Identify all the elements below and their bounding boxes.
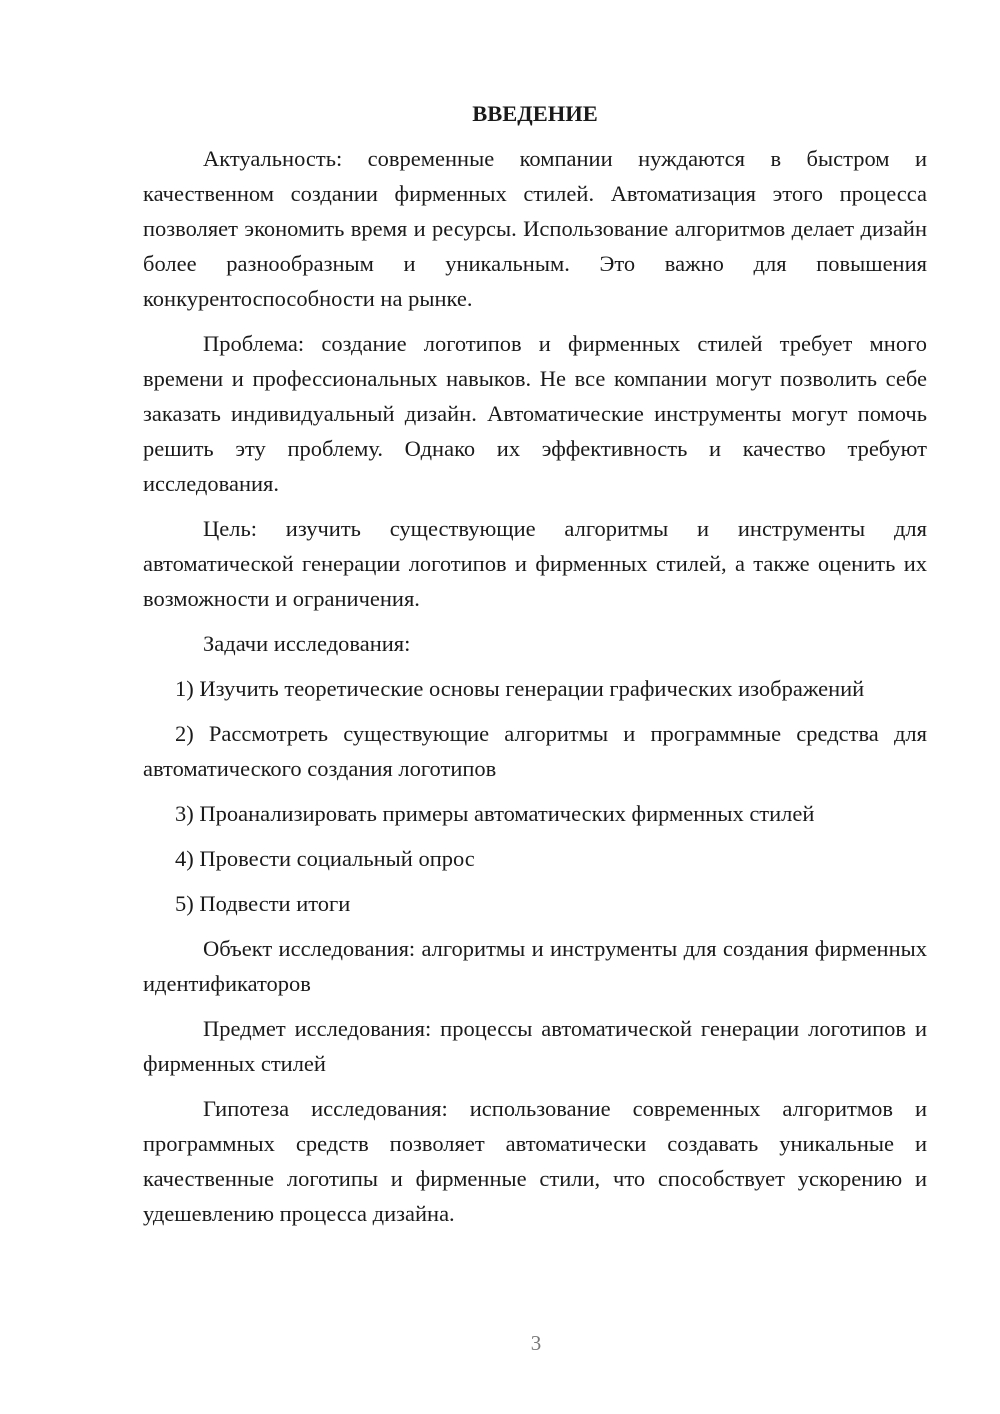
- task-item-5: 5) Подвести итоги: [175, 891, 351, 916]
- document-page: [143, 96, 927, 1241]
- task-item-4: 4) Провести социальный опрос: [175, 846, 475, 871]
- paragraph-object: Объект исследования: алгоритмы и инструменты для создания фирменных идентификаторов: [143, 936, 927, 996]
- task-item-2: 2) Рассмотреть существующие алгоритмы и программные средства для автоматического создания логотипов: [143, 721, 927, 781]
- paragraph-subject: Предмет исследования: процессы автоматической генерации логотипов и фирменных стилей: [143, 1016, 927, 1076]
- paragraph-relevance: Актуальность: современные компании нуждаются в быстром и качественном создании фирменных стилей. Автоматизация этого процесса позволяет экономить время и ресурсы. Использование алгоритмов делает дизайн более разнообразным и уникальным. Это важно для повышения конкурентоспособности на рынке.: [143, 146, 927, 311]
- paragraph-hypothesis: Гипотеза исследования: использование современных алгоритмов и программных средств позволяет автоматически создавать уникальные и качественные логотипы и фирменные стили, что способствует ускорению и удешевлению процесса дизайна.: [143, 1096, 927, 1226]
- paragraph-goal: Цель: изучить существующие алгоритмы и инструменты для автоматической генерации логотипов и фирменных стилей, а также оценить их возможности и ограничения.: [143, 516, 927, 611]
- task-item-1: 1) Изучить теоретические основы генерации графических изображений: [175, 676, 865, 701]
- section-title: ВВЕДЕНИЕ: [472, 101, 598, 126]
- paragraph-problem: Проблема: создание логотипов и фирменных стилей требует много времени и профессиональных навыков. Не все компании могут позволить себе заказать индивидуальный дизайн. Автоматические инструменты могут помочь решить эту проблему. Однако их эффективность и качество требуют исследования.: [143, 331, 927, 496]
- page-number: 3: [530, 1331, 542, 1355]
- tasks-heading: Задачи исследования:: [203, 631, 411, 656]
- task-item-3: 3) Проанализировать примеры автоматических фирменных стилей: [175, 801, 815, 826]
